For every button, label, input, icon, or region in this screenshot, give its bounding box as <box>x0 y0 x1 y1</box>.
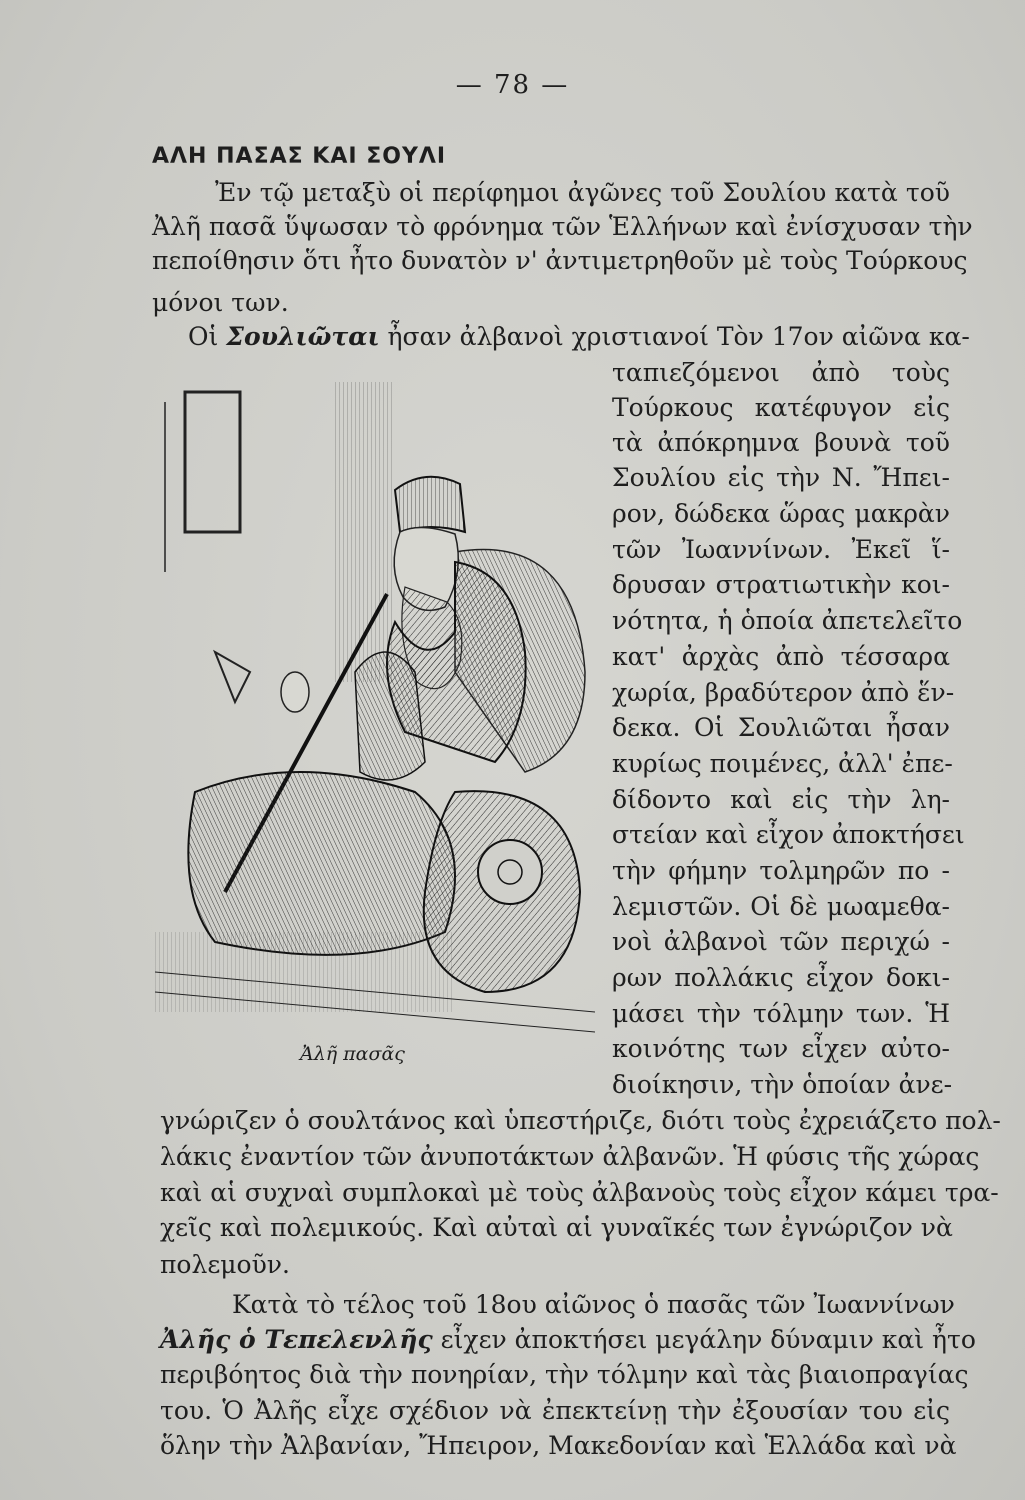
text-line: Τούρκους κατέφυγον εἰς <box>612 393 950 422</box>
text-line <box>160 1325 976 1355</box>
text-line: πολεμοῦν. <box>160 1250 290 1279</box>
text-line: δίδοντο καὶ εἰς τὴν λη- <box>612 785 950 814</box>
text-line: τὴν φήμην τολμηρῶν πο - <box>612 856 950 885</box>
figure-caption: Ἀλῆ πασᾶς <box>300 1043 405 1065</box>
text-line: ὅλην τὴν Ἀλβανίαν, Ἤπειρον, Μακεδονίαν καὶ Ἑλλάδα καὶ νὰ <box>160 1431 957 1460</box>
portrait-drawing <box>155 372 595 1037</box>
text-line: Κατὰ τὸ τέλος τοῦ 18ου αἰῶνος ὁ πασᾶς τῶν Ἰωαννίνων <box>232 1290 955 1319</box>
text-line: ταπιεζόμενοι ἀπὸ τοὺς <box>612 358 950 387</box>
text-line: μάσει τὴν τόλμην των. Ἡ <box>612 999 950 1028</box>
text-line: ρον, δώδεκα ὥρας μακρὰν <box>612 499 950 528</box>
text-fragment: Οἱ <box>188 322 219 351</box>
text-line: χωρία, βραδύτερον ἀπὸ ἕν- <box>612 678 955 707</box>
text-line: τὰ ἀπόκρημνα βουνὰ τοῦ <box>612 428 950 457</box>
text-line <box>188 322 970 352</box>
text-line: Σουλίου εἰς τὴν Ν. Ἤπει- <box>612 463 950 492</box>
text-line: χεῖς καὶ πολεμικούς. Καὶ αὐταὶ αἱ γυναῖκές των ἐγνώριζον νὰ <box>160 1213 953 1242</box>
text-line: του. Ὁ Ἀλῆς εἶχε σχέδιον νὰ ἐπεκτείνῃ τὴν ἐξουσίαν του εἰς <box>160 1396 950 1425</box>
emphasized-term: Σουλιῶται <box>226 322 380 351</box>
text-line: νότητα, ἡ ὁποία ἀπετελεῖτο <box>612 606 963 635</box>
text-line: στείαν καὶ εἶχον ἀποκτήσει <box>612 820 965 849</box>
section-heading: ΑΛΗ ΠΑΣΑΣ ΚΑΙ ΣΟΥΛΙ <box>152 144 447 169</box>
emphasized-term: Ἀλῆς ὁ Τεπελενλῆς <box>160 1325 433 1354</box>
text-line: Ἐν τῷ μεταξὺ οἱ περίφημοι ἀγῶνες τοῦ Σουλίου κατὰ τοῦ <box>215 178 950 207</box>
text-line: λάκις ἐναντίον τῶν ἀνυποτάκτων ἀλβανῶν. Ἡ φύσις τῆς χώρας <box>160 1142 980 1171</box>
text-line: δεκα. Οἱ Σουλιῶται ἦσαν <box>612 713 950 742</box>
text-fragment: εἶχεν ἀποκτήσει μεγάλην δύναμιν καὶ ἦτο <box>440 1325 976 1354</box>
text-line: κυρίως ποιμένες, ἀλλ' ἐπε- <box>612 749 953 778</box>
text-fragment: ἦσαν ἀλβανοὶ χριστιανοί Τὸν 17ον αἰῶνα κα- <box>387 322 970 351</box>
text-line: περιβόητος διὰ τὴν πονηρίαν, τὴν τόλμην καὶ τὰς βιαιοπραγίας <box>160 1360 969 1389</box>
text-line: κατ' ἀρχὰς ἀπὸ τέσσαρα <box>612 642 950 671</box>
text-line: Ἀλῆ πασᾶ ὕψωσαν τὸ φρόνημα τῶν Ἑλλήνων καὶ ἐνίσχυσαν τὴν <box>152 212 973 241</box>
text-line: λεμιστῶν. Οἱ δὲ μωαμεθα- <box>612 892 950 921</box>
text-line: τῶν Ἰωαννίνων. Ἐκεῖ ἵ- <box>612 535 950 564</box>
text-line: καὶ αἱ συχναὶ συμπλοκαὶ μὲ τοὺς ἀλβανοὺς τοὺς εἶχον κάμει τρα- <box>160 1178 999 1207</box>
text-line: διοίκησιν, τὴν ὁποίαν ἀνε- <box>612 1070 953 1099</box>
text-line: δρυσαν στρατιωτικὴν κοι- <box>612 570 950 599</box>
text-line: ρων πολλάκις εἶχον δοκι- <box>612 963 950 992</box>
text-line: κοινότης των εἶχεν αὐτο- <box>612 1034 950 1063</box>
text-line: γνώριζεν ὁ σουλτάνος καὶ ὑπεστήριζε, διότι τοὺς ἐχρειάζετο πολ- <box>160 1106 1001 1135</box>
engraving-illustration <box>155 372 595 1037</box>
text-line: μόνοι των. <box>152 288 289 317</box>
page-number: — 78 — <box>455 70 570 100</box>
text-line: πεποίθησιν ὅτι ἦτο δυνατὸν ν' ἀντιμετρηθοῦν μὲ τοὺς Τούρκους <box>152 246 968 275</box>
text-line: νοὶ ἀλβανοὶ τῶν περιχώ - <box>612 927 950 956</box>
